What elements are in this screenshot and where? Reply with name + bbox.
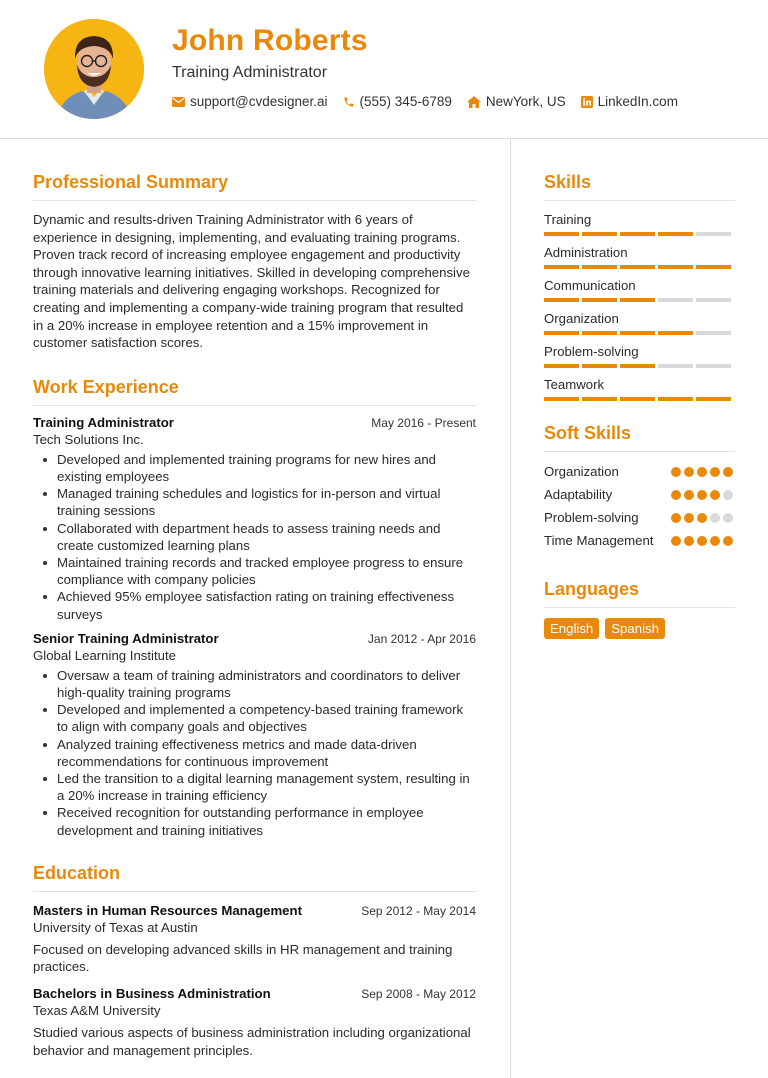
education-entry <box>33 903 476 976</box>
education-entry <box>33 986 476 1059</box>
linkedin-icon <box>581 96 593 108</box>
skill-level-segment <box>544 265 579 269</box>
email-text: support@cvdesigner.ai <box>190 94 328 109</box>
summary-heading: Professional Summary <box>33 172 476 201</box>
skill-level-segment <box>544 364 579 368</box>
skill-item <box>544 344 735 368</box>
soft-skill-name: Adaptability <box>544 487 613 502</box>
language-tag: English <box>544 618 599 639</box>
education-heading: Education <box>33 863 476 892</box>
rating-dot <box>710 513 720 523</box>
main-column <box>33 172 476 1067</box>
soft-skill-item <box>544 486 735 503</box>
rating-dot <box>723 513 733 523</box>
skill-level-bar <box>544 232 735 236</box>
job-bullets <box>33 451 476 623</box>
degree-title: Masters in Human Resources Management <box>33 902 302 918</box>
job-entry <box>33 631 476 839</box>
rating-dot <box>684 536 694 546</box>
skill-level-segment <box>620 364 655 368</box>
skills-list <box>544 212 735 401</box>
skill-level-segment <box>582 265 617 269</box>
skill-level-segment <box>658 331 693 335</box>
skill-item <box>544 311 735 335</box>
school-name: University of Texas at Austin <box>33 919 198 935</box>
avatar <box>44 19 144 119</box>
job-dates: Jan 2012 - Apr 2016 <box>367 631 476 646</box>
skill-level-segment <box>620 265 655 269</box>
skill-level-segment <box>582 364 617 368</box>
resume-header <box>0 0 768 139</box>
skill-level-segment <box>620 298 655 302</box>
skill-name: Organization <box>544 311 619 326</box>
linkedin-text: LinkedIn.com <box>597 94 678 109</box>
skill-name: Administration <box>544 245 628 260</box>
rating-dot <box>723 490 733 500</box>
skill-level-segment <box>582 298 617 302</box>
soft-skill-item <box>544 532 735 549</box>
bullet-item: Maintained training records and tracked employee progress to ensure compliance with company policies <box>33 554 476 588</box>
skill-level-segment <box>658 397 693 401</box>
skill-level-segment <box>544 298 579 302</box>
skill-level-segment <box>620 397 655 401</box>
profile-photo <box>44 19 144 119</box>
envelope-icon <box>172 97 185 107</box>
summary-section <box>33 172 476 352</box>
education-desc: Studied various aspects of business administration including organizational behavior and management principles. <box>33 1025 471 1058</box>
degree-title: Bachelors in Business Administration <box>33 986 271 1001</box>
location-text: NewYork, US <box>485 94 566 109</box>
skill-level-segment <box>696 397 731 401</box>
bullet-item: Led the transition to a digital learning management system, resulting in a 20% increase in training efficiency <box>33 770 476 804</box>
contact-email[interactable] <box>172 94 328 109</box>
experience-heading: Work Experience <box>33 377 476 406</box>
education-section <box>33 863 476 1059</box>
phone-icon <box>343 96 355 108</box>
bullet-item: Analyzed training effectiveness metrics and made data-driven recommendations for continuous improvement <box>33 736 476 770</box>
skill-level-segment <box>658 364 693 368</box>
bullet-item: Developed and implemented a competency-based training framework to align with company goals and objectives <box>33 701 476 735</box>
column-divider <box>510 139 511 1078</box>
experience-section <box>33 377 476 839</box>
job-entry <box>33 415 476 623</box>
skill-level-bar <box>544 331 735 335</box>
home-icon <box>467 96 481 108</box>
bullet-item: Oversaw a team of training administrators and coordinators to deliver high-quality training programs <box>33 667 476 701</box>
skill-name: Training <box>544 212 592 227</box>
skill-item <box>544 212 735 236</box>
education-dates: Sep 2012 - May 2014 <box>361 903 476 918</box>
skill-level-segment <box>696 298 731 302</box>
language-tag: Spanish <box>605 618 665 639</box>
job-company: Tech Solutions Inc. <box>33 431 144 447</box>
rating-dot <box>671 513 681 523</box>
skill-level-segment <box>658 298 693 302</box>
rating-dot <box>710 536 720 546</box>
skill-level-segment <box>696 364 731 368</box>
bullet-item: Collaborated with department heads to assess training needs and create customized learning plans <box>33 520 476 554</box>
languages-list <box>544 618 735 639</box>
skill-level-bar <box>544 265 735 269</box>
languages-heading: Languages <box>544 579 735 608</box>
skill-level-bar <box>544 298 735 302</box>
rating-dot <box>697 513 707 523</box>
job-title: Training Administrator <box>33 414 174 430</box>
soft-skill-item <box>544 509 735 526</box>
job-dates: May 2016 - Present <box>371 415 476 430</box>
rating-dot <box>684 490 694 500</box>
skill-name: Problem-solving <box>544 344 639 359</box>
soft-skill-rating <box>671 490 733 500</box>
rating-dot <box>671 467 681 477</box>
skill-level-segment <box>544 232 579 236</box>
contact-phone[interactable] <box>343 94 452 109</box>
rating-dot <box>697 536 707 546</box>
skill-item <box>544 278 735 302</box>
skill-level-segment <box>696 232 731 236</box>
languages-section <box>544 579 735 639</box>
rating-dot <box>697 467 707 477</box>
skill-level-segment <box>544 331 579 335</box>
rating-dot <box>723 467 733 477</box>
skill-level-bar <box>544 364 735 368</box>
skills-section <box>544 172 735 401</box>
summary-text: Dynamic and results-driven Training Administrator with 6 years of experience in designing, implementing, and evaluating training programs. Proven track record of increasing employee engagement and productivity through innovative learning initiatives. Skilled in developing comprehensive training materials and delivering engaging workshops. Recognized for creating and implementing a company-wide training program that resulted in a 20% increase in employee retention and a 15% improvement in customer satisfaction scores. <box>33 212 470 351</box>
job-company: Global Learning Institute <box>33 647 176 663</box>
rating-dot <box>684 513 694 523</box>
rating-dot <box>671 536 681 546</box>
job-title: Senior Training Administrator <box>33 630 219 646</box>
soft-skills-list <box>544 463 735 549</box>
education-desc: Focused on developing advanced skills in HR management and training practices. <box>33 941 453 975</box>
soft-skill-name: Time Management <box>544 533 654 548</box>
skill-level-segment <box>696 265 731 269</box>
soft-skill-name: Organization <box>544 464 619 479</box>
skill-item <box>544 377 735 401</box>
skill-level-segment <box>696 331 731 335</box>
soft-skills-section <box>544 423 735 549</box>
skill-name: Communication <box>544 278 636 293</box>
candidate-title: Training Administrator <box>172 64 328 81</box>
skill-level-segment <box>582 397 617 401</box>
rating-dot <box>684 467 694 477</box>
soft-skill-name: Problem-solving <box>544 510 639 525</box>
skills-heading: Skills <box>544 172 735 201</box>
contact-location <box>467 94 566 109</box>
education-dates: Sep 2008 - May 2012 <box>361 987 476 1001</box>
contact-linkedin[interactable] <box>581 94 678 109</box>
skill-level-segment <box>620 232 655 236</box>
rating-dot <box>723 536 733 546</box>
soft-skill-rating <box>671 467 733 477</box>
contact-row <box>172 94 693 109</box>
rating-dot <box>710 467 720 477</box>
skill-level-segment <box>620 331 655 335</box>
bullet-item: Developed and implemented training programs for new hires and existing employees <box>33 451 476 485</box>
skill-level-segment <box>582 232 617 236</box>
rating-dot <box>697 490 707 500</box>
skill-level-segment <box>658 232 693 236</box>
skill-level-segment <box>658 265 693 269</box>
rating-dot <box>671 490 681 500</box>
skill-level-segment <box>544 397 579 401</box>
soft-skills-heading: Soft Skills <box>544 423 735 452</box>
bullet-item: Achieved 95% employee satisfaction rating on training effectiveness surveys <box>33 588 476 622</box>
skill-level-bar <box>544 397 735 401</box>
skill-name: Teamwork <box>544 377 605 392</box>
soft-skill-rating <box>671 513 733 523</box>
school-name: Texas A&M University <box>33 1003 161 1018</box>
bullet-item: Received recognition for outstanding performance in employee development and training initiatives <box>33 804 476 838</box>
skill-item <box>544 245 735 269</box>
soft-skill-item <box>544 463 735 480</box>
soft-skill-rating <box>671 536 733 546</box>
sidebar-column <box>544 172 735 639</box>
phone-text: (555) 345-6789 <box>359 94 452 109</box>
skill-level-segment <box>582 331 617 335</box>
candidate-name: John Roberts <box>172 24 368 57</box>
bullet-item: Managed training schedules and logistics for in-person and virtual training sessions <box>33 485 476 519</box>
job-bullets <box>33 667 476 839</box>
rating-dot <box>710 490 720 500</box>
